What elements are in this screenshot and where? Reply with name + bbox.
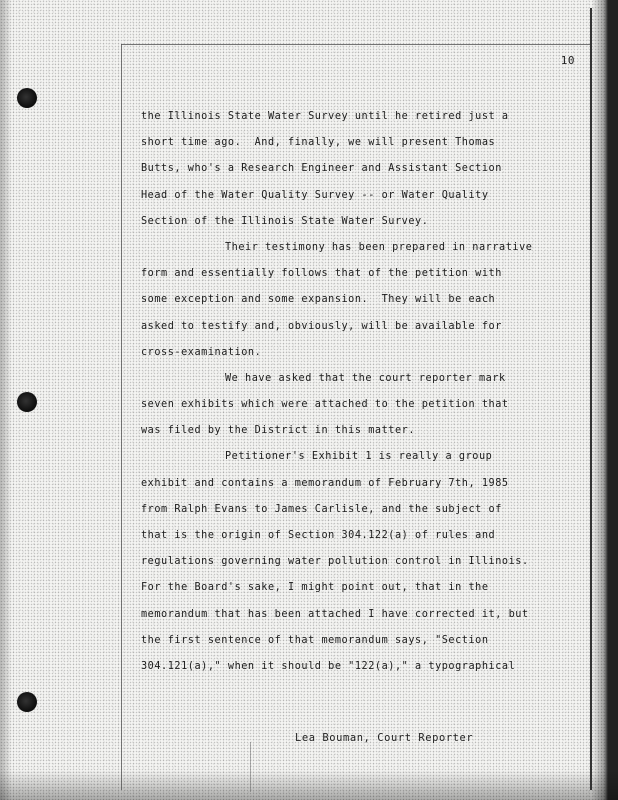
left-margin-rule <box>121 44 122 790</box>
transcript-line: from Ralph Evans to James Carlisle, and the subject of <box>141 503 502 515</box>
transcript-line: the Illinois State Water Survey until he retired just a <box>141 111 509 122</box>
transcript-line: some exception and some expansion. They will be each <box>141 294 496 306</box>
transcript-line: Petitioner's Exhibit 1 is really a group <box>225 451 493 463</box>
transcript-line: exhibit and contains a memorandum of February 7th, 1985 <box>141 477 509 489</box>
transcript-line: For the Board's sake, I might point out, that in the <box>141 582 489 594</box>
transcript-line: the first sentence of that memorandum says, "Section <box>141 634 489 646</box>
transcript-line: that is the origin of Section 304.122(a) of rules and <box>141 530 496 541</box>
transcript-line: memorandum that has been attached I have corrected it, but <box>141 608 529 620</box>
transcript-line: Section of the Illinois State Water Survey. <box>141 215 429 227</box>
transcript-line: was filed by the District in this matter. <box>141 425 416 437</box>
binder-hole-middle <box>17 392 37 412</box>
transcript-line: asked to testify and, obviously, will be available for <box>141 320 502 332</box>
court-reporter-footer: Lea Bouman, Court Reporter <box>295 732 474 744</box>
right-margin-rule <box>590 8 592 790</box>
transcript-line: short time ago. And, finally, we will present Thomas <box>141 137 496 149</box>
transcript-line: regulations governing water pollution control in Illinois. <box>141 556 529 568</box>
transcript-line: form and essentially follows that of the petition with <box>141 268 502 280</box>
binder-hole-top <box>17 88 37 108</box>
transcript-line: cross-examination. <box>141 346 262 358</box>
scan-bottom-shadow <box>0 770 618 800</box>
footer-rule <box>250 742 251 792</box>
transcript-line: seven exhibits which were attached to the petition that <box>141 399 509 411</box>
transcript-line: We have asked that the court reporter mark <box>225 372 506 384</box>
scan-left-shadow <box>0 0 12 800</box>
scan-right-edge <box>592 0 618 800</box>
transcript-line: Head of the Water Quality Survey -- or Water Quality <box>141 189 489 201</box>
transcript-body <box>141 104 581 680</box>
transcript-line: Butts, who's a Research Engineer and Assistant Section <box>141 163 502 175</box>
top-margin-rule <box>121 44 591 45</box>
binder-hole-bottom <box>17 692 37 712</box>
transcript-line: 304.121(a)," when it should be "122(a)," a typographical <box>141 660 516 672</box>
transcript-line: Their testimony has been prepared in narrative <box>225 241 533 253</box>
page-number: 10 <box>560 54 575 67</box>
